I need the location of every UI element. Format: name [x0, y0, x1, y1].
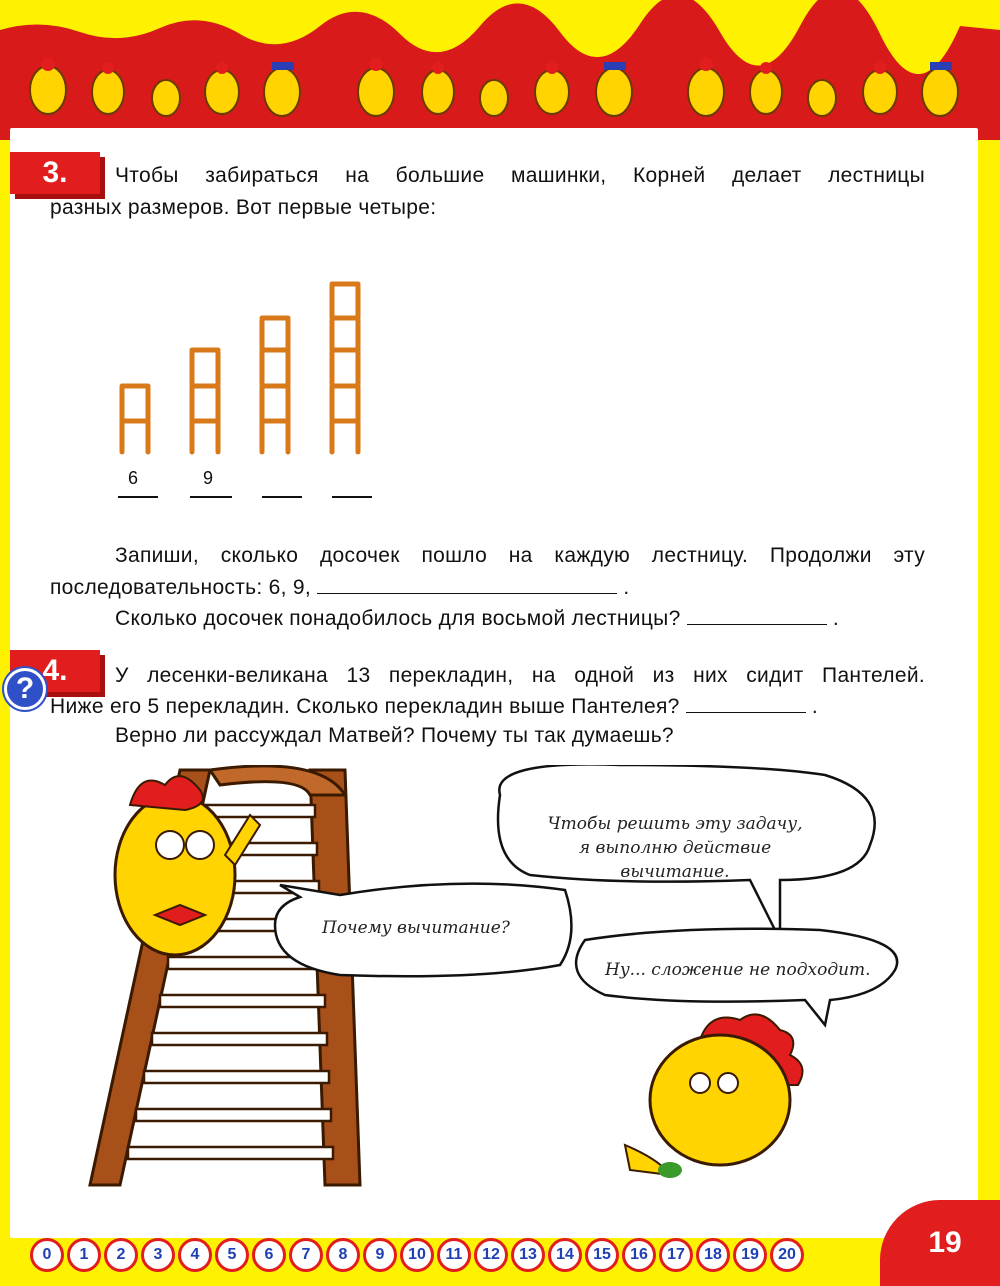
number-6: 6 — [252, 1238, 286, 1272]
number-16: 16 — [622, 1238, 656, 1272]
task3-para2-suffix: . — [832, 607, 839, 630]
number-17: 17 — [659, 1238, 693, 1272]
question-mark-icon: ? — [4, 668, 46, 710]
number-4: 4 — [178, 1238, 212, 1272]
task4-number-badge: 4. — [10, 650, 100, 692]
task3-para2-text: Сколько досочек понадобилось для восьмой лестницы? — [115, 607, 681, 630]
number-20: 20 — [770, 1238, 804, 1272]
task3-sequence-prefix: последовательность: 6, 9, — [50, 576, 312, 599]
task4-line3: Верно ли рассуждал Матвей? Почему ты так думаешь? — [115, 724, 674, 747]
task3-line2: разных размеров. Вот первые четыре: — [50, 196, 437, 219]
number-13: 13 — [511, 1238, 545, 1272]
task4-line2-text: Ниже его 5 перекладин. Сколько перекладин выше Пантелея? — [50, 695, 680, 718]
number-19: 19 — [733, 1238, 767, 1272]
task3-line1: Чтобы забираться на большие машинки, Корней делает лестницы — [115, 164, 925, 187]
bubble3-text: Ну... сложение не подходит. — [605, 960, 871, 980]
task3-para2 — [115, 602, 839, 635]
bubble1-text — [530, 812, 820, 884]
matchstick-ladders — [100, 280, 390, 470]
ladder4-answer-line[interactable] — [332, 496, 372, 498]
number-12: 12 — [474, 1238, 508, 1272]
task3-sequence-suffix: . — [623, 576, 630, 599]
bubble2-text: Почему вычитание? — [322, 918, 510, 938]
task4-line2-suffix: . — [811, 695, 819, 718]
ladder3-answer-line[interactable] — [262, 496, 302, 498]
sequence-answer-blank[interactable] — [317, 571, 617, 594]
task4-line1: У лесенки-великана 13 перекладин, на одной из них сидит Пантелей. — [115, 664, 925, 687]
number-5: 5 — [215, 1238, 249, 1272]
task3-number-badge: 3. — [10, 152, 100, 194]
number-3: 3 — [141, 1238, 175, 1272]
number-14: 14 — [548, 1238, 582, 1272]
number-11: 11 — [437, 1238, 471, 1272]
number-0: 0 — [30, 1238, 64, 1272]
thinking-chick-icon — [625, 1014, 803, 1178]
bubble1-line1: Чтобы решить эту задачу, — [547, 814, 803, 834]
bubble1-line2: я выполню действие вычитание. — [578, 838, 772, 882]
rungs-above-answer-blank[interactable] — [686, 690, 806, 713]
number-18: 18 — [696, 1238, 730, 1272]
number-1: 1 — [67, 1238, 101, 1272]
number-15: 15 — [585, 1238, 619, 1272]
number-2: 2 — [104, 1238, 138, 1272]
chicks-illustration — [0, 0, 1000, 140]
chick-icon — [30, 66, 958, 116]
task4-line2 — [50, 690, 818, 723]
task3-para1-line2 — [50, 571, 629, 604]
number-line — [30, 1238, 804, 1272]
page-number: 19 — [880, 1200, 1000, 1286]
eighth-ladder-answer-blank[interactable] — [687, 602, 827, 625]
ladder1-count: 6 — [128, 468, 139, 488]
ladder2-answer-line[interactable] — [190, 496, 232, 498]
ladder1-answer-line — [118, 496, 158, 498]
ladder2-count: 9 — [203, 468, 214, 488]
number-9: 9 — [363, 1238, 397, 1272]
task3-para1-line1: Запиши, сколько досочек пошло на каждую лестницу. Продолжи эту — [115, 544, 925, 567]
top-banner — [0, 0, 1000, 140]
number-8: 8 — [326, 1238, 360, 1272]
number-10: 10 — [400, 1238, 434, 1272]
number-7: 7 — [289, 1238, 323, 1272]
